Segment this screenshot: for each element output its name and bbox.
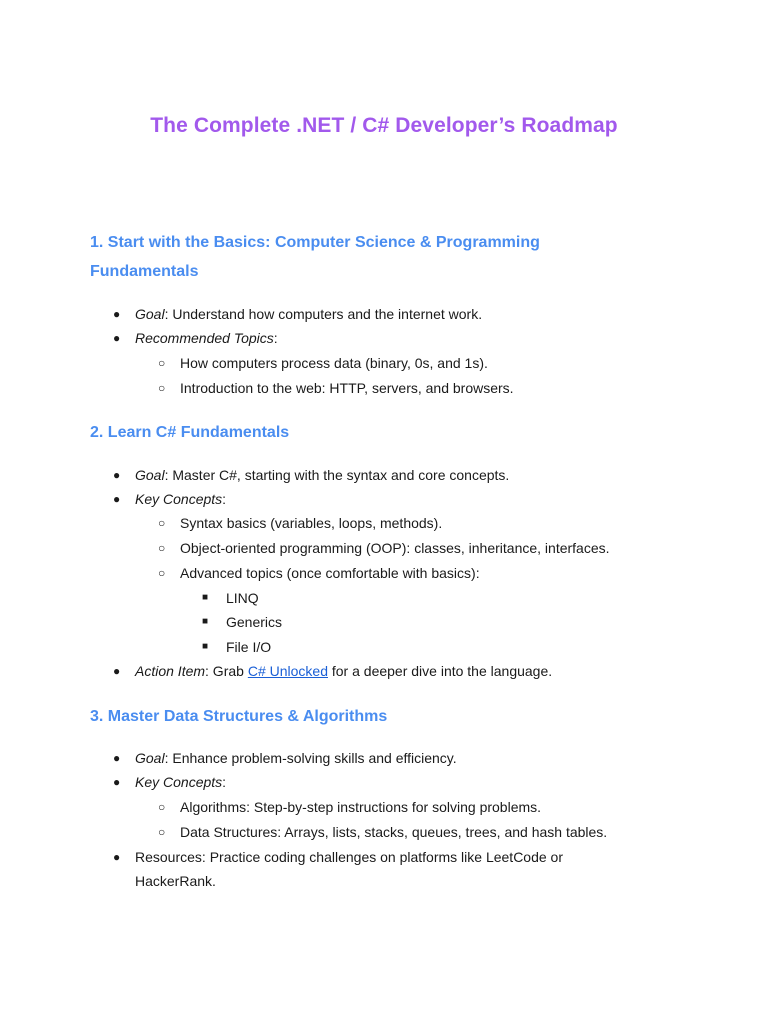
s3-concepts-suffix: : bbox=[222, 774, 227, 790]
s1-topics-item bbox=[135, 328, 278, 348]
s1-sub-item-1: How computers process data (binary, 0s, and 1s). bbox=[180, 355, 488, 371]
s3-goal-item bbox=[135, 748, 457, 768]
s3-goal-label: Goal bbox=[135, 750, 165, 766]
s3-goal-text: : Enhance problem-solving skills and efficiency. bbox=[164, 750, 457, 766]
s2-action-suffix: for a deeper dive into the language. bbox=[327, 663, 553, 679]
s3-concepts-label: Key Concepts bbox=[135, 774, 223, 790]
s2-concepts-label: Key Concepts bbox=[135, 491, 223, 507]
bullet-disc: ● bbox=[113, 492, 121, 506]
bullet-square: ■ bbox=[202, 592, 209, 603]
s2-goal-text: : Master C#, starting with the syntax and core concepts. bbox=[164, 467, 510, 483]
bullet-square: ■ bbox=[202, 641, 209, 652]
s2-goal-item bbox=[135, 465, 509, 485]
s3-sub-item-1: Algorithms: Step-by-step instructions for solving problems. bbox=[180, 799, 542, 815]
bullet-circle: ○ bbox=[158, 541, 166, 555]
csharp-unlocked-link[interactable]: C# Unlocked bbox=[247, 663, 328, 679]
bullet-disc: ● bbox=[113, 331, 121, 345]
bullet-circle: ○ bbox=[158, 381, 166, 395]
s2-sub-item-1: Syntax basics (variables, loops, methods). bbox=[180, 515, 443, 531]
bullet-disc: ● bbox=[113, 307, 121, 321]
s2-advanced-item-3: File I/O bbox=[226, 639, 272, 655]
s2-action-label: Action Item bbox=[135, 663, 206, 679]
bullet-circle: ○ bbox=[158, 516, 166, 530]
bullet-disc: ● bbox=[113, 775, 121, 789]
bullet-circle: ○ bbox=[158, 825, 166, 839]
bullet-disc: ● bbox=[113, 751, 121, 765]
s2-sub-item-2: Object-oriented programming (OOP): classes, inheritance, interfaces. bbox=[180, 540, 610, 556]
s2-concepts-suffix: : bbox=[222, 491, 227, 507]
section-3-heading: 3. Master Data Structures & Algorithms bbox=[90, 708, 388, 725]
s2-advanced-item-2: Generics bbox=[226, 614, 283, 630]
s2-concepts-item bbox=[135, 489, 226, 509]
s2-action-prefix: : Grab bbox=[205, 663, 248, 679]
section-1-heading-line2: Fundamentals bbox=[90, 263, 199, 280]
bullet-circle: ○ bbox=[158, 800, 166, 814]
section-1-heading-line1: 1. Start with the Basics: Computer Science & Programming bbox=[90, 234, 540, 251]
s3-resources-line-2: HackerRank. bbox=[135, 873, 216, 889]
s1-sub-item-2: Introduction to the web: HTTP, servers, and browsers. bbox=[180, 380, 514, 396]
bullet-square: ■ bbox=[202, 616, 209, 627]
section-1-heading bbox=[90, 228, 650, 286]
s3-resources-line-1: Resources: Practice coding challenges on platforms like LeetCode or bbox=[135, 849, 564, 865]
s2-sub-item-3: Advanced topics (once comfortable with basics): bbox=[180, 565, 480, 581]
bullet-disc: ● bbox=[113, 664, 121, 678]
s1-goal-label: Goal bbox=[135, 306, 165, 322]
s1-goal-text: : Understand how computers and the internet work. bbox=[164, 306, 483, 322]
section-2-heading: 2. Learn C# Fundamentals bbox=[90, 424, 290, 441]
s2-advanced-item-1: LINQ bbox=[226, 590, 259, 606]
bullet-circle: ○ bbox=[158, 566, 166, 580]
s1-topics-suffix: : bbox=[273, 330, 278, 346]
s1-topics-label: Recommended Topics bbox=[135, 330, 274, 346]
page-title: The Complete .NET / C# Developer’s Roadmap bbox=[150, 114, 618, 137]
bullet-circle: ○ bbox=[158, 356, 166, 370]
bullet-disc: ● bbox=[113, 468, 121, 482]
s1-goal-item bbox=[135, 304, 482, 324]
s2-action-item bbox=[135, 661, 552, 681]
s2-goal-label: Goal bbox=[135, 467, 165, 483]
s3-sub-item-2: Data Structures: Arrays, lists, stacks, queues, trees, and hash tables. bbox=[180, 824, 608, 840]
s3-concepts-item bbox=[135, 772, 226, 792]
bullet-disc: ● bbox=[113, 850, 121, 864]
